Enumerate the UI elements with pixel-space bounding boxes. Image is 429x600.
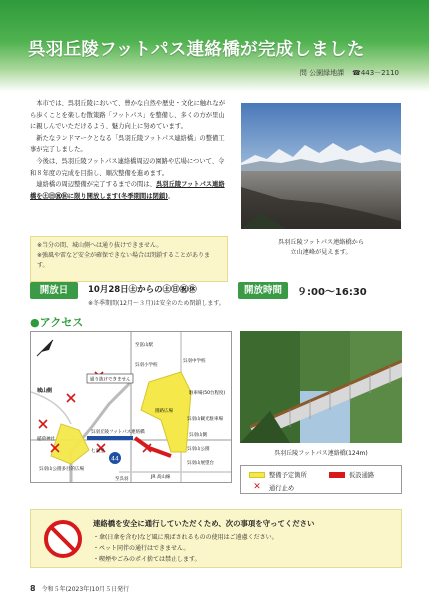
rules-title: 連絡橋を安全に通行していただくため、次の事項を守ってください [93, 519, 315, 528]
primary-school-label: 呉羽小学校 [135, 363, 158, 368]
bridge-photo [240, 331, 402, 443]
intro-paragraph: 今後は、呉羽丘陵フットパス連絡橋周辺の園路や広場について、令和８年度の完成を目指し、順次整備を進めます。 [30, 157, 225, 177]
department: 問 公園緑地課 [299, 69, 345, 77]
north-arrow-icon [37, 340, 53, 356]
issue-date: 令和５年(2023年)10月５日発行 [41, 586, 130, 593]
inari-shrine-label: 稲荷神社 [37, 437, 55, 442]
access-map [30, 331, 232, 483]
jr-line-label: JR 高山線 [151, 475, 171, 480]
tower-label: 呉羽山展望台 [187, 461, 214, 466]
open-hours: ９:00～16:30 [297, 287, 367, 298]
notice-line: ※強風や雷など安全が確保できない場合は閉鎖することがあります。 [37, 252, 211, 269]
open-time-label: 開放時間 [238, 282, 288, 299]
notice-box [30, 236, 228, 282]
intro-text [30, 98, 230, 202]
open-date: 10月28日㊏からの㊏㊐㊗㊡ [88, 285, 197, 295]
intro-paragraph: 新たなランドマークとなる「呉羽丘陵フットパス連絡橋」の整備工事が完了しました。 [30, 134, 225, 154]
open-days-emphasis: 呉羽丘陵フットパス連絡橋を㊏㊐㊗㊡に限り開放します(冬季期間は閉鎖) [30, 181, 225, 200]
station-direction-label: 至富山駅 [135, 343, 153, 348]
park-plaza-label: 園路広場 [155, 409, 173, 414]
header-banner [0, 0, 429, 92]
parking-label: 駐車場(50台程度) [189, 391, 226, 396]
rule-item: ・傘(日傘を含む)など風に飛ばされるものの使用はご遠慮ください。 [93, 534, 278, 541]
kureha-side-label: 呉羽山側 [189, 433, 207, 438]
notice-line: ※当分の間、城山側へは通り抜けできません。 [37, 242, 163, 249]
museum-label: 呉羽山公園 [187, 447, 210, 452]
photo2-caption: 呉羽丘陵フットパス連絡橋(124m) [274, 450, 368, 457]
mountain-view-photo [241, 103, 401, 229]
phone-number: ☎443－2110 [352, 69, 399, 77]
prohibition-icon [43, 519, 83, 559]
shiroyama-label: 城山側 [37, 388, 53, 394]
access-heading: ●アクセス [30, 316, 84, 329]
no-through-label: 通り抜けできません [90, 377, 131, 383]
photo1-caption: 呉羽丘陵フットパス連絡橋から 立山連峰が見えます。 [277, 239, 365, 256]
winter-closure-note: ※冬季期間(12月～３月)は安全のため閉鎖します。 [88, 300, 225, 307]
map-legend [240, 465, 402, 494]
intro-paragraph: 本市では、呉羽丘陵において、豊かな自然や歴史・文化に触れながら歩くことを楽しむ散策路「フットパス」を整備し、多くの方が里山に親しんでいただけるよう、魅力向上に努めています。 [30, 100, 226, 131]
intro-paragraph: 連絡橋の周辺整備が完了するまでの間は、呉羽丘陵フットパス連絡橋を㊏㊐㊗㊡に限り開放します(冬季期間は閉鎖)。 [30, 181, 225, 200]
contact-info [300, 68, 399, 78]
footer [30, 584, 129, 593]
rules-list [93, 532, 278, 565]
legend-planned: 整備予定箇所 [249, 470, 307, 479]
page-number: 8 [30, 584, 36, 593]
legend-closed: ✕ 通行止め [249, 482, 294, 492]
page-title: 呉羽丘陵フットパス連絡橋が完成しました [28, 40, 365, 60]
rules-box [30, 509, 402, 568]
kasugai-label: 呉羽山観光駐車場 [187, 417, 223, 422]
rule-item: ・喫煙やごみのポイ捨ては禁止します。 [93, 556, 201, 563]
route-number: 44 [111, 455, 119, 463]
open-day-label: 開放日 [30, 282, 78, 299]
legend-temporary: 仮設通路 [329, 470, 374, 479]
school-label: 呉羽中学校 [183, 359, 206, 364]
rule-item: ・ペット同伴の通行はできません。 [93, 545, 190, 552]
multi-plaza-label: 呉羽山公園多目的広場 [39, 467, 84, 472]
bridge-label: 呉羽丘陵フットパス連絡橋 [91, 430, 145, 435]
closed-mark-icon: ✕ [253, 482, 261, 492]
shichimen-label: 七面堂 [91, 449, 105, 454]
kureha-direction-label: 至呉羽 [115, 477, 129, 482]
